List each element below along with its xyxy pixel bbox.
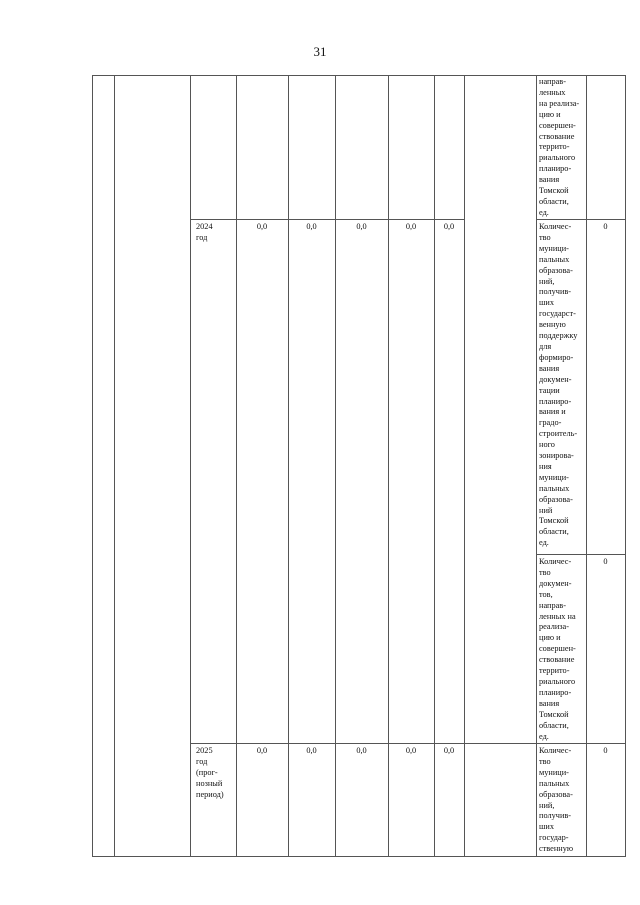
table-border [92,75,93,857]
value-cell: 0,0 [443,746,455,755]
indicator-label: Количес- тво докумен- тов, направ- ленных на реализа- цию и совершен- ствование террито- риального планиро- вания Томской области, ед. [539,557,576,741]
year-label: 2024 год [196,222,213,242]
value-cell: 0,0 [306,222,317,231]
table-border [92,75,626,76]
table-border [92,856,626,857]
table-border [464,75,465,857]
indicator-value: 0 [603,557,608,566]
year-label: 2025 год (прог- нозный период) [196,746,224,799]
table-border [434,75,435,857]
value-cell: 0,0 [356,222,367,231]
table-border [288,75,289,857]
value-cell: 0,0 [256,746,268,755]
indicator-label: Количес- тво муници- пальных образова- ний, получив- ших государ- ственную [539,746,574,854]
table-border [388,75,389,857]
value-cell: 0,0 [443,222,455,231]
table-border [190,75,191,857]
value-cell: 0,0 [405,746,417,755]
indicator-label: направ- ленных на реализа- цию и совершен- ствование террито- риального планиро- вания Томской области, ед. [539,77,580,217]
indicator-value: 0 [603,746,608,755]
indicator-label: Количес- тво муници- пальных образова- ний, получив- ших государст- венную поддержку для формиро- вания докумен- тации планиро- вания и градо- строитель- ного зонирова- ния муници- пальных образова- ний Томской области, ед. [539,222,578,548]
indicator-value: 0 [603,222,608,231]
value-cell: 0,0 [356,746,367,755]
row-divider [536,219,626,220]
row-divider [536,554,626,555]
table-border [335,75,336,857]
value-cell: 0,0 [256,222,268,231]
table-border [236,75,237,857]
value-cell: 0,0 [405,222,417,231]
table-border [586,75,587,857]
table-border [625,75,626,857]
value-cell: 0,0 [306,746,317,755]
row-divider [190,743,626,744]
table-border [114,75,115,857]
page-number: 31 [313,44,327,59]
row-divider [190,219,464,220]
